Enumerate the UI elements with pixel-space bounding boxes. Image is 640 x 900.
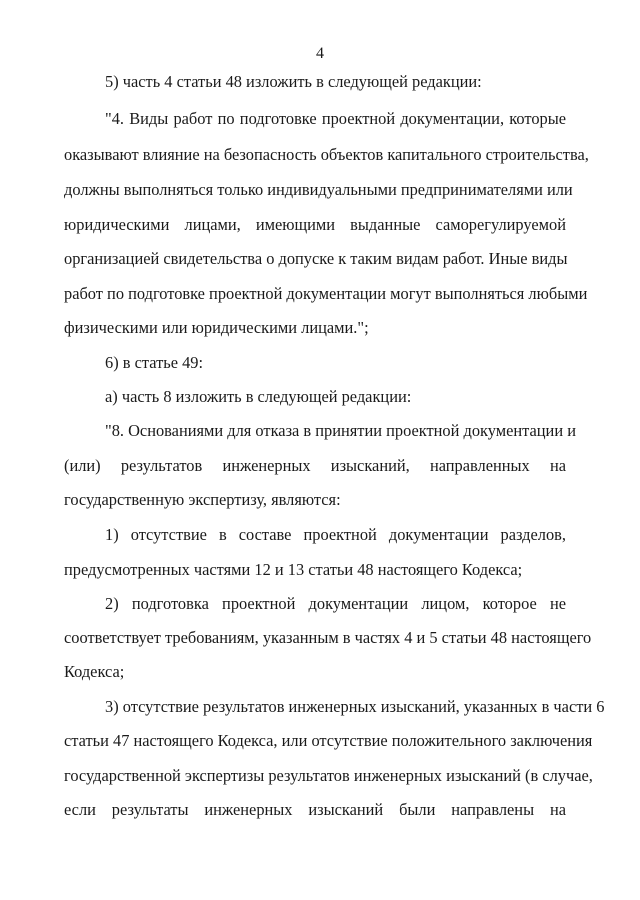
page-number: 4 (316, 45, 324, 62)
paragraph-line: организацией свидетельства о допуске к таким видам работ. Иные виды (64, 249, 568, 268)
paragraph-line: "4. Виды работ по подготовке проектной документации, которые (105, 109, 566, 128)
paragraph-line: должны выполняться только индивидуальными предпринимателями или (64, 180, 573, 199)
paragraph-line: физическими или юридическими лицами."; (64, 318, 369, 337)
paragraph-line: (или) результатов инженерных изысканий, направленных на (64, 456, 566, 475)
paragraph-line: государственную экспертизу, являются: (64, 490, 341, 509)
paragraph-line: работ по подготовке проектной документации могут выполняться любыми (64, 284, 588, 303)
list-item-line: 1) отсутствие в составе проектной документации разделов, (105, 525, 566, 544)
list-item-line: государственной экспертизы результатов инженерных изысканий (в случае, (64, 766, 593, 785)
list-item-line: соответствует требованиям, указанным в частях 4 и 5 статьи 48 настоящего (64, 628, 592, 647)
item-6-heading: 6) в статье 49: (105, 353, 204, 372)
list-item-line: 2) подготовка проектной документации лицом, которое не (105, 594, 566, 613)
paragraph-line: оказывают влияние на безопасность объектов капитального строительства, (64, 145, 589, 164)
list-item-line: если результаты инженерных изысканий были направлены на (64, 800, 566, 819)
paragraph-line: юридическими лицами, имеющими выданные саморегулируемой (64, 215, 566, 234)
list-item-line: статьи 47 настоящего Кодекса, или отсутствие положительного заключения (64, 731, 593, 750)
paragraph-line: "8. Основаниями для отказа в принятии проектной документации и (105, 421, 576, 440)
subitem-a-heading: а) часть 8 изложить в следующей редакции: (105, 387, 412, 406)
item-5-heading: 5) часть 4 статьи 48 изложить в следующей редакции: (105, 72, 482, 91)
list-item-line: Кодекса; (64, 662, 125, 681)
list-item-line: 3) отсутствие результатов инженерных изысканий, указанных в части 6 (105, 697, 605, 716)
list-item-line: предусмотренных частями 12 и 13 статьи 48 настоящего Кодекса; (64, 560, 523, 579)
